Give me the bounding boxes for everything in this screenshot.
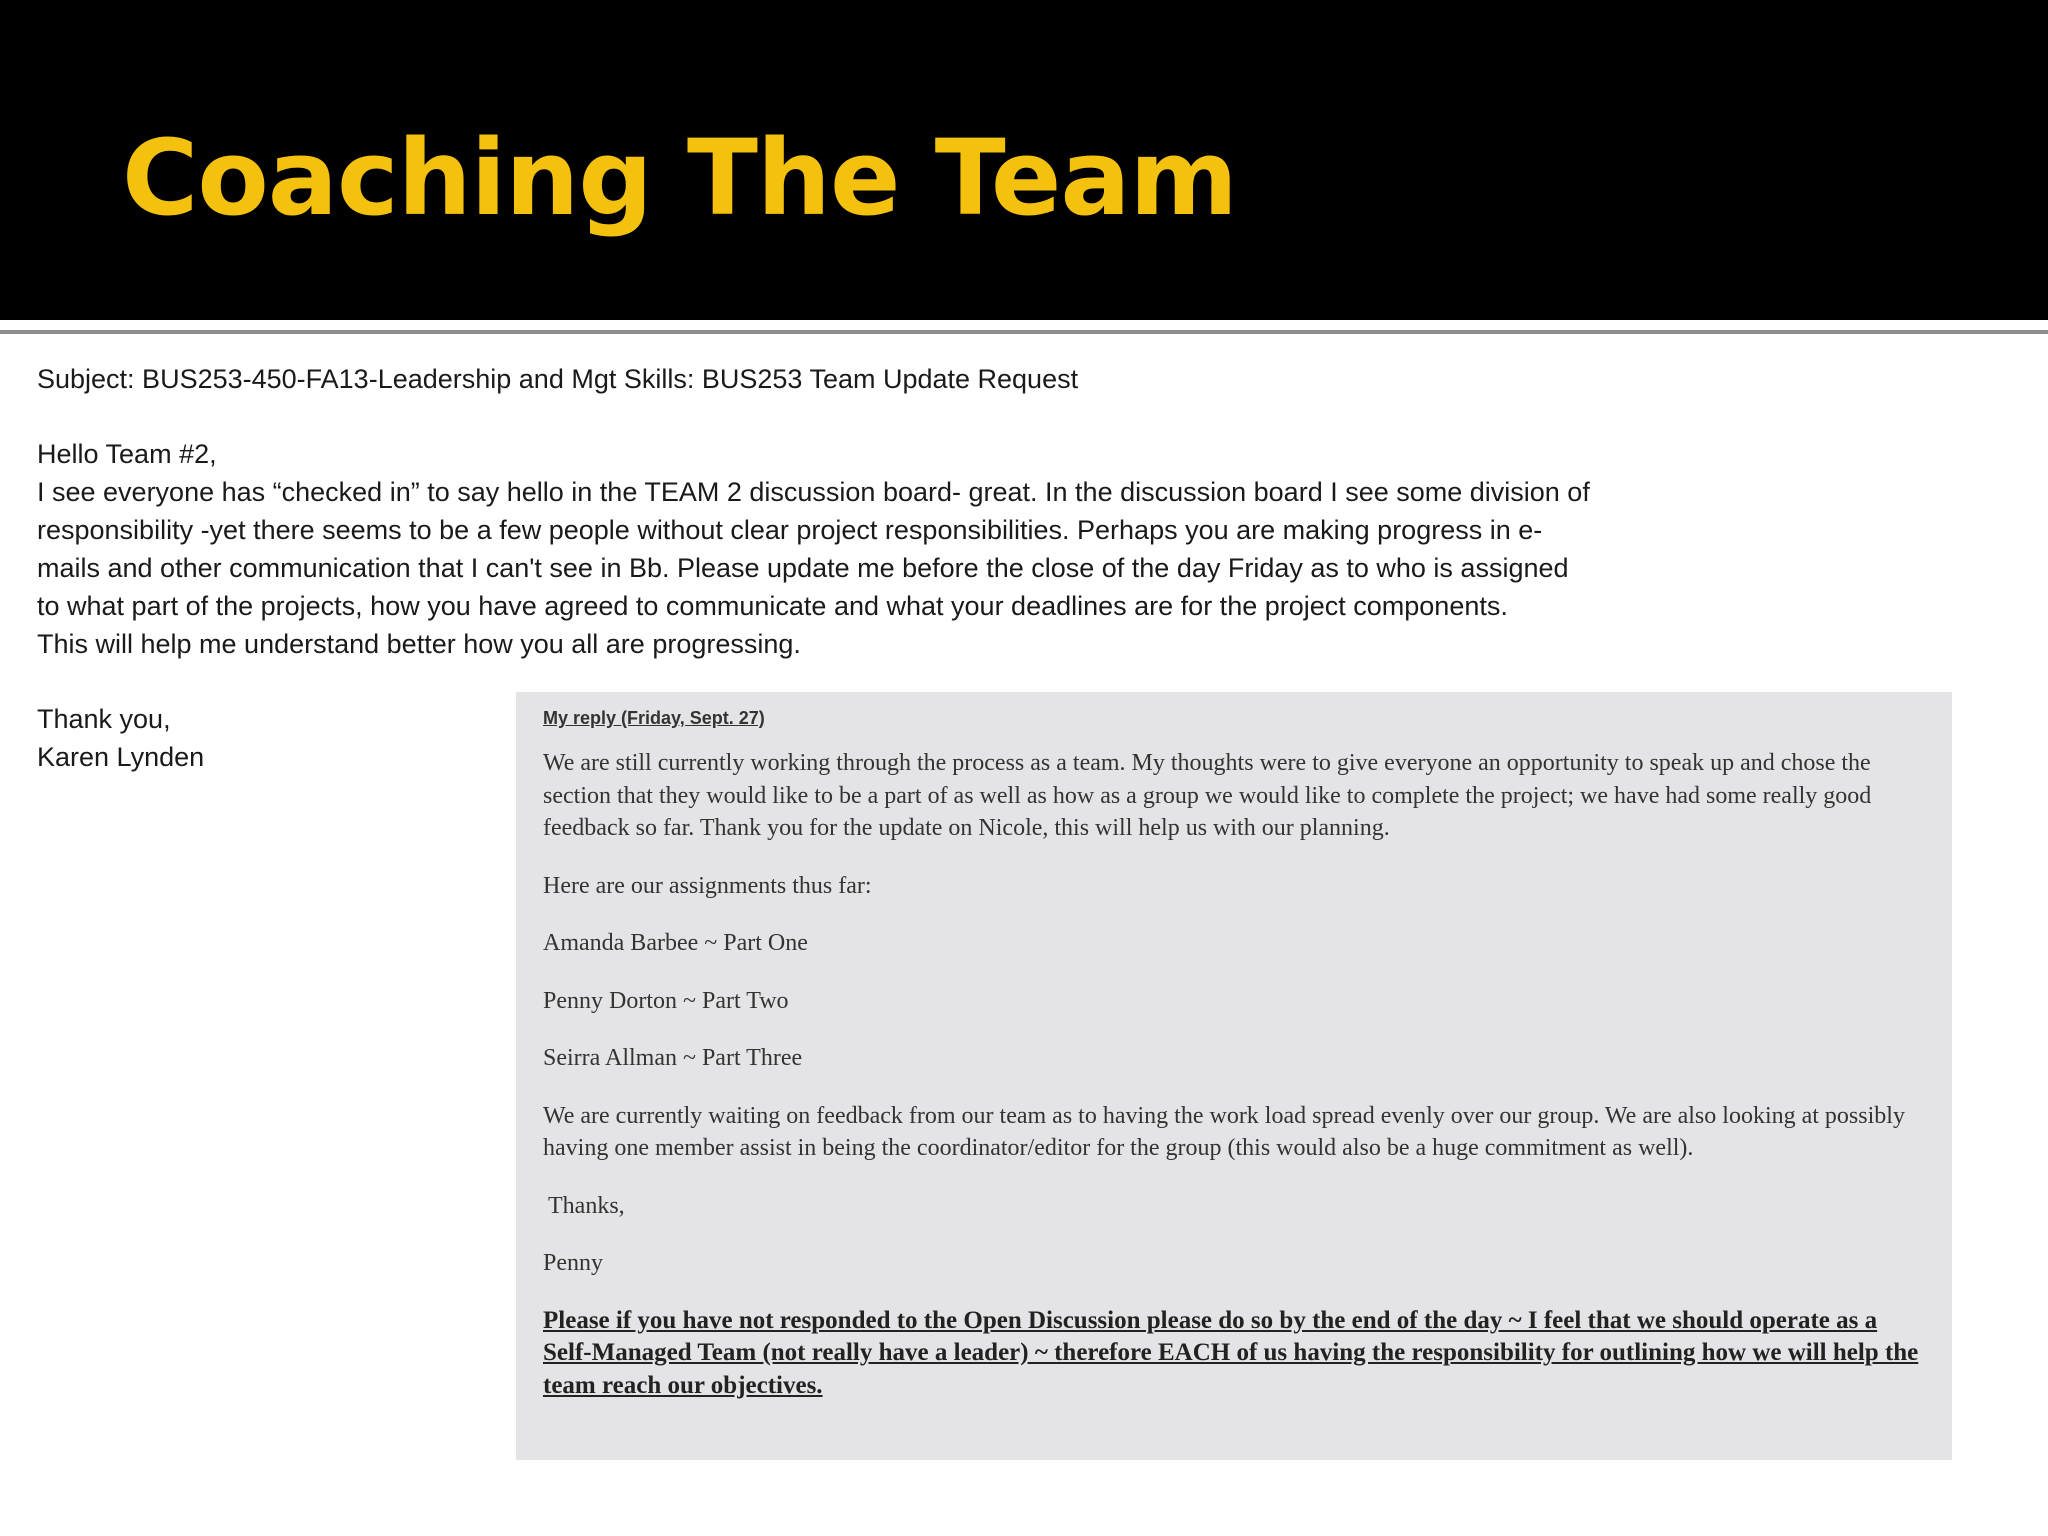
reply-heading: My reply (Friday, Sept. 27) (543, 708, 765, 728)
email-sender: Karen Lynden (37, 742, 205, 772)
title-banner (0, 0, 2048, 320)
email-body-line: responsibility -yet there seems to be a few people without clear project responsibilities. Perhaps you are making progress in e- (37, 515, 1543, 545)
student-reply-box (516, 692, 1952, 1460)
reply-closing-note: Please if you have not responded to the Open Discussion please do so by the end of the day ~ I feel that we should operate as a Self-Managed Team (not really have a leader) ~ therefore EACH of us having the responsibility for outlining how we will help the team reach our objectives. (543, 1306, 1919, 1399)
reply-thanks: Thanks, (548, 1192, 625, 1219)
assignment-item: Penny Dorton ~ Part Two (543, 987, 789, 1014)
assignment-item: Amanda Barbee ~ Part One (543, 930, 808, 956)
assignment-item: Seirra Allman ~ Part Three (543, 1045, 803, 1071)
email-body-line: This will help me understand better how you all are progressing. (37, 629, 801, 659)
email-signoff: Thank you, (37, 704, 171, 734)
reply-signature: Penny (543, 1250, 603, 1276)
email-body-line: mails and other communication that I can't see in Bb. Please update me before the close of the day Friday as to who is assigned (37, 553, 1569, 583)
email-body-line: I see everyone has “checked in” to say hello in the TEAM 2 discussion board- great. In the discussion board I see some division of (37, 477, 1590, 507)
title-divider (0, 320, 2048, 324)
email-subject: Subject: BUS253-450-FA13-Leadership and Mgt Skills: BUS253 Team Update Request (37, 364, 1079, 394)
reply-paragraph: We are still currently working through the process as a team. My thoughts were to give everyone an opportunity to speak up and chose the section that they would like to be a part of as well as how as a group we would like to complete the project; we have had some really good feedback so far. Thank you for the update on Nicole, this will help us with our planning. (543, 750, 1872, 841)
reply-paragraph: We are currently waiting on feedback from our team as to having the work load spread evenly over our group. We are also looking at possibly having one member assist in being the coordinator/editor for the group (this would also be a huge commitment as well). (543, 1102, 1905, 1161)
spacer (37, 398, 1737, 435)
email-body-line: to what part of the projects, how you have agreed to communicate and what your deadlines are for the project components. (37, 591, 1508, 621)
assignments-intro: Here are our assignments thus far: (543, 872, 872, 899)
email-greeting: Hello Team #2, (37, 439, 217, 469)
slide-title: Coaching The Team (122, 117, 1237, 239)
title-divider-shadow (0, 330, 2048, 334)
